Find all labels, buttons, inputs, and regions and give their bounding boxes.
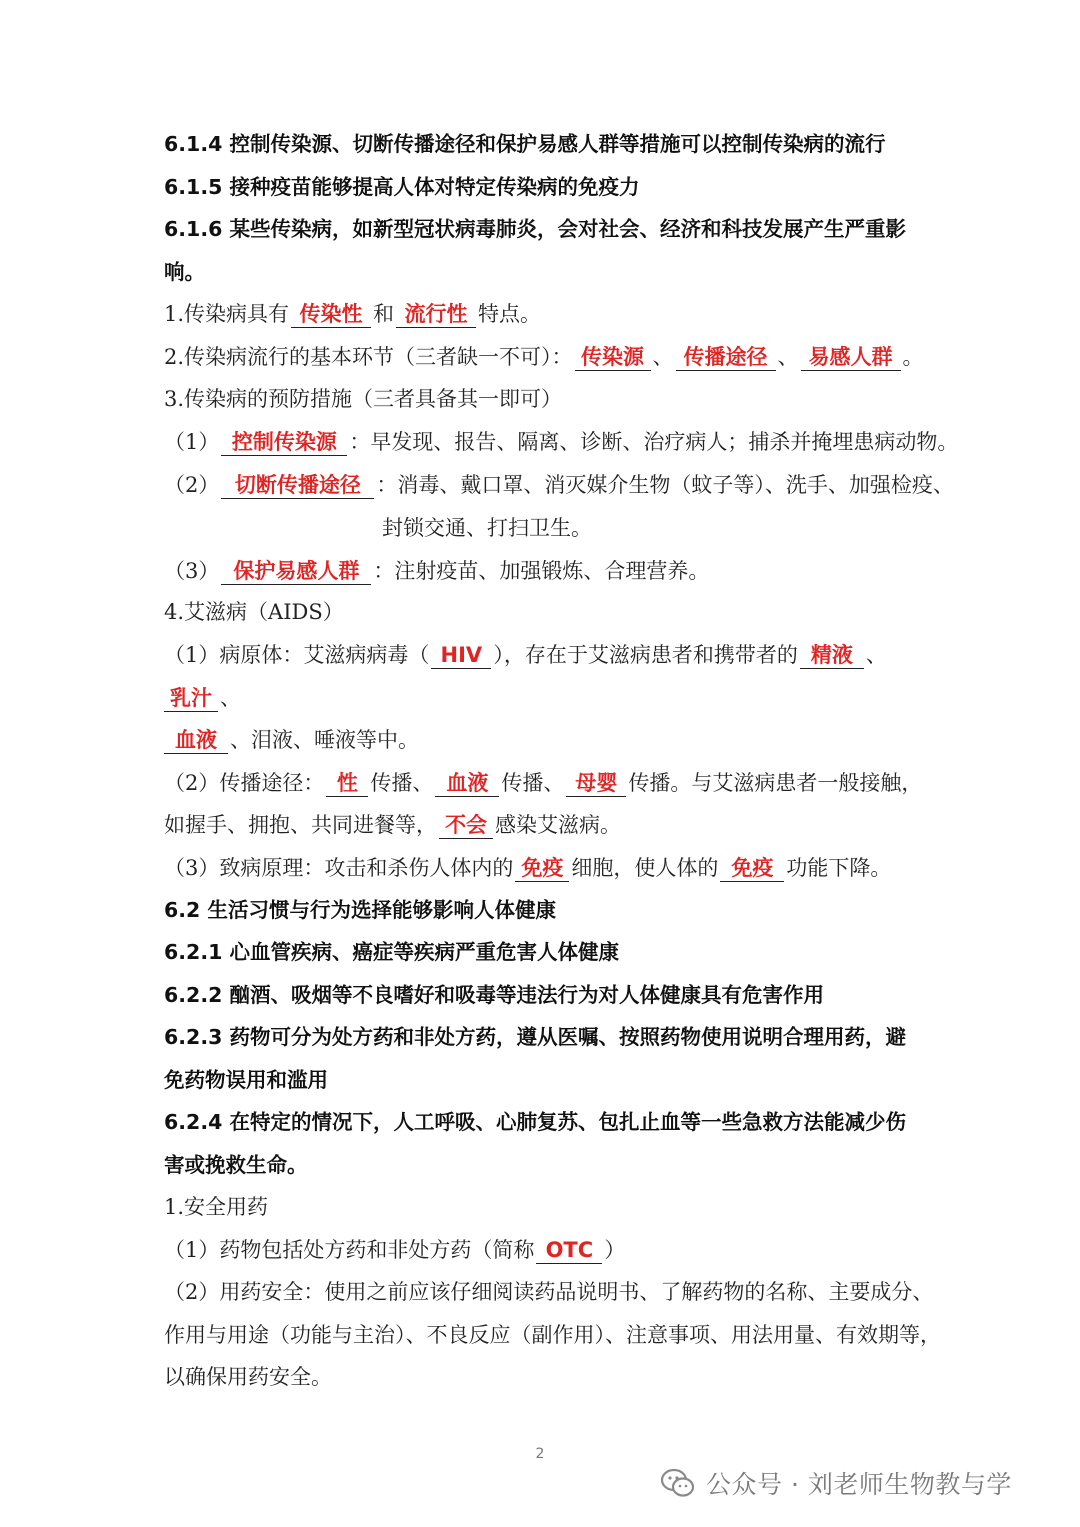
heading-6-1-6-cont: 响。: [164, 260, 205, 284]
question-3-title: 3.传染病的预防措施（三者具备其一即可）: [164, 387, 563, 411]
aids-pathogen: （1）病原体：艾滋病病毒（ HIV ），存在于艾滋病患者和携带者的 精液 、: [164, 643, 887, 667]
answer-blank: 性: [326, 770, 368, 797]
medication-safety-cont2: 以确保用药安全。: [164, 1365, 332, 1389]
heading-6-1-4: 6.1.4 控制传染源、切断传播途径和保护易感人群等措施可以控制传染病的流行: [164, 132, 886, 156]
medication-safety: （2）用药安全：使用之前应该仔细阅读药品说明书、了解药物的名称、主要成分、: [164, 1280, 934, 1304]
heading-6-2-4: 6.2.4 在特定的情况下，人工呼吸、心肺复苏、包扎止血等一些急救方法能减少伤: [164, 1110, 907, 1134]
answer-blank: HIV: [431, 642, 491, 669]
answer-blank: 传染源: [575, 344, 651, 371]
answer-blank: 乳汁: [164, 685, 218, 712]
answer-blank: 控制传染源: [221, 429, 347, 456]
answer-blank: 精液: [800, 642, 864, 669]
answer-blank: 不会: [439, 812, 493, 839]
heading-6-2: 6.2 生活习惯与行为选择能够影响人体健康: [164, 898, 556, 922]
medication-types: （1）药物包括处方药和非处方药（简称 OTC ）: [164, 1238, 626, 1262]
page-number: 2: [535, 1446, 545, 1462]
answer-blank: 血液: [164, 727, 228, 754]
measure-3: （3） 保护易感人群 ：注射疫苗、加强锻炼、合理营养。: [164, 559, 710, 583]
watermark-text: 公众号 · 刘老师生物教与学: [706, 1470, 1012, 1499]
answer-blank: 免疫: [720, 855, 784, 882]
question-4-title: 4.艾滋病（AIDS）: [164, 600, 344, 624]
heading-6-2-3: 6.2.3 药物可分为处方药和非处方药，遵从医嘱、按照药物使用说明合理用药，避: [164, 1025, 907, 1049]
answer-blank: 血液: [435, 770, 499, 797]
answer-blank: 切断传播途径: [221, 472, 374, 499]
answer-blank: 传播途径: [676, 344, 776, 371]
wechat-icon: [660, 1468, 696, 1498]
answer-blank: 保护易感人群: [221, 558, 371, 585]
answer-blank: 母婴: [566, 770, 626, 797]
measure-2-cont: 封锁交通、打扫卫生。: [382, 516, 592, 540]
heading-6-1-6: 6.1.6 某些传染病，如新型冠状病毒肺炎，会对社会、经济和科技发展产生严重影: [164, 217, 907, 241]
aids-transmission: （2）传播途径： 性 传播、 血液 传播、 母婴 传播。与艾滋病患者一般接触，: [164, 771, 923, 795]
heading-6-2-3-cont: 免药物误用和滥用: [164, 1068, 328, 1092]
answer-blank: 传染性: [291, 301, 371, 328]
question-1: 1.传染病具有 传染性 和 流行性 特点。: [164, 302, 542, 326]
heading-6-1-5: 6.1.5 接种疫苗能够提高人体对特定传染病的免疫力: [164, 175, 640, 199]
aids-transmission-cont: 如握手、拥抱、共同进餐等， 不会 感染艾滋病。: [164, 813, 621, 837]
aids-pathogen-cont: 乳汁 、: [164, 683, 241, 713]
aids-pathogen-cont2: 血液 、泪液、唾液等中。: [164, 725, 419, 755]
answer-blank: 免疫: [515, 855, 569, 882]
answer-blank: 流行性: [396, 301, 476, 328]
aids-mechanism: （3）致病原理：攻击和杀伤人体内的 免疫 细胞，使人体的 免疫 功能下降。: [164, 856, 892, 880]
watermark: [660, 1463, 1012, 1503]
heading-6-2-4-cont: 害或挽救生命。: [164, 1153, 308, 1177]
measure-2: （2） 切断传播途径 ：消毒、戴口罩、消灭媒介生物（蚊子等）、洗手、加强检疫、: [164, 473, 954, 497]
answer-blank: OTC: [536, 1237, 602, 1264]
answer-blank: 易感人群: [801, 344, 901, 371]
heading-6-2-2: 6.2.2 酗酒、吸烟等不良嗜好和吸毒等违法行为对人体健康具有危害作用: [164, 983, 825, 1007]
measure-1: （1） 控制传染源 ：早发现、报告、隔离、诊断、治疗病人；捕杀并掩埋患病动物。: [164, 430, 959, 454]
medication-safety-cont: 作用与用途（功能与主治）、不良反应（副作用）、注意事项、用法用量、有效期等，: [164, 1323, 941, 1347]
heading-6-2-1: 6.2.1 心血管疾病、癌症等疾病严重危害人体健康: [164, 940, 620, 964]
question-2: 2.传染病流行的基本环节（三者缺一不可）： 传染源 、 传播途径 、 易感人群 。: [164, 345, 924, 369]
safe-medication-title: 1.安全用药: [164, 1195, 269, 1219]
